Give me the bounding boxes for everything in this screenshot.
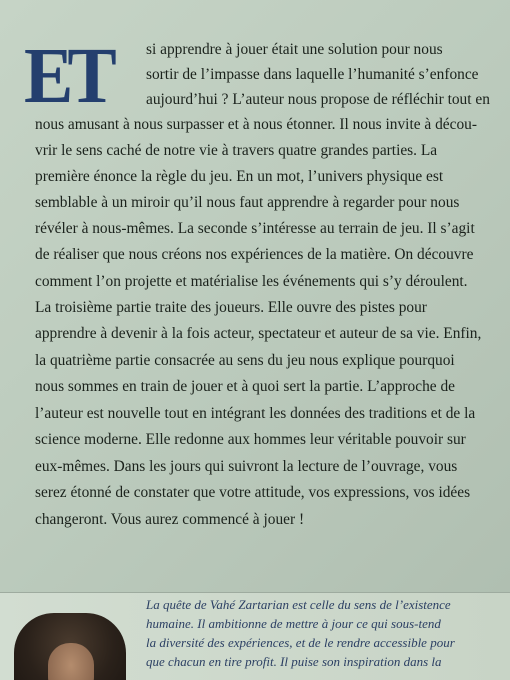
blurb-line: comment l’on projette et matérialise les événements qui s’y déroulent. [35,273,468,290]
blurb-line: vrir le sens caché de notre vie à travers quatre grandes parties. La [35,142,438,159]
blurb-line: nous sommes en train de jouer et à quoi sert la partie. L’approche de [35,378,455,395]
bio-line: la diversité des expériences, et de le rendre accessible pour [146,635,455,650]
blurb-line: serez étonné de constater que votre attitude, vos expressions, vos idées [35,484,471,501]
blurb-line: sortir de l’impasse dans laquelle l’humanité s’enfonce [146,66,479,83]
author-face [48,643,94,680]
blurb-line: eux-mêmes. Dans les jours qui suivront la lecture de l’ouvrage, vous [35,458,458,475]
blurb-line: l’auteur est nouvelle tout en intégrant les données des traditions et de la [35,405,476,422]
bio-line: humaine. Il ambitionne de mettre à jour ce qui sous-tend [146,616,441,631]
blurb-line: révéler à nous-mêmes. La seconde s’intéresse au terrain de jeu. Il s’agit [35,220,475,237]
blurb-line: changeront. Vous aurez commencé à jouer ! [35,511,305,528]
blurb-line: première énonce la règle du jeu. En un mot, l’univers physique est [35,168,444,185]
blurb-line: nous amusant à nous surpasser et à nous étonner. Il nous invite à décou- [35,116,477,133]
blurb-line: de réaliser que nous créons nos expériences de la matière. On découvre [35,246,474,263]
bio-line: que chacun en tire profit. Il puise son inspiration dans la [146,654,442,669]
blurb-line: la quatrième partie consacrée au sens du jeu nous explique pourquoi [35,352,455,369]
blurb-line: aujourd’hui ? L’auteur nous propose de réfléchir tout en [146,91,490,108]
drop-cap: ET [24,31,111,121]
author-bio-panel [0,592,510,680]
blurb-line: La troisième partie traite des joueurs. Elle ouvre des pistes pour [35,299,427,316]
author-portrait [14,613,126,680]
blurb-line: si apprendre à jouer était une solution pour nous [146,41,443,58]
blurb-line: semblable à un miroir qu’il nous faut apprendre à regarder pour nous [35,194,460,211]
blurb-line: apprendre à devenir à la fois acteur, spectateur et auteur de sa vie. Enfin, [35,325,482,342]
blurb-line: science moderne. Elle redonne aux hommes leur véritable pouvoir sur [35,431,466,448]
bio-line: La quête de Vahé Zartarian est celle du sens de l’existence [146,597,451,612]
